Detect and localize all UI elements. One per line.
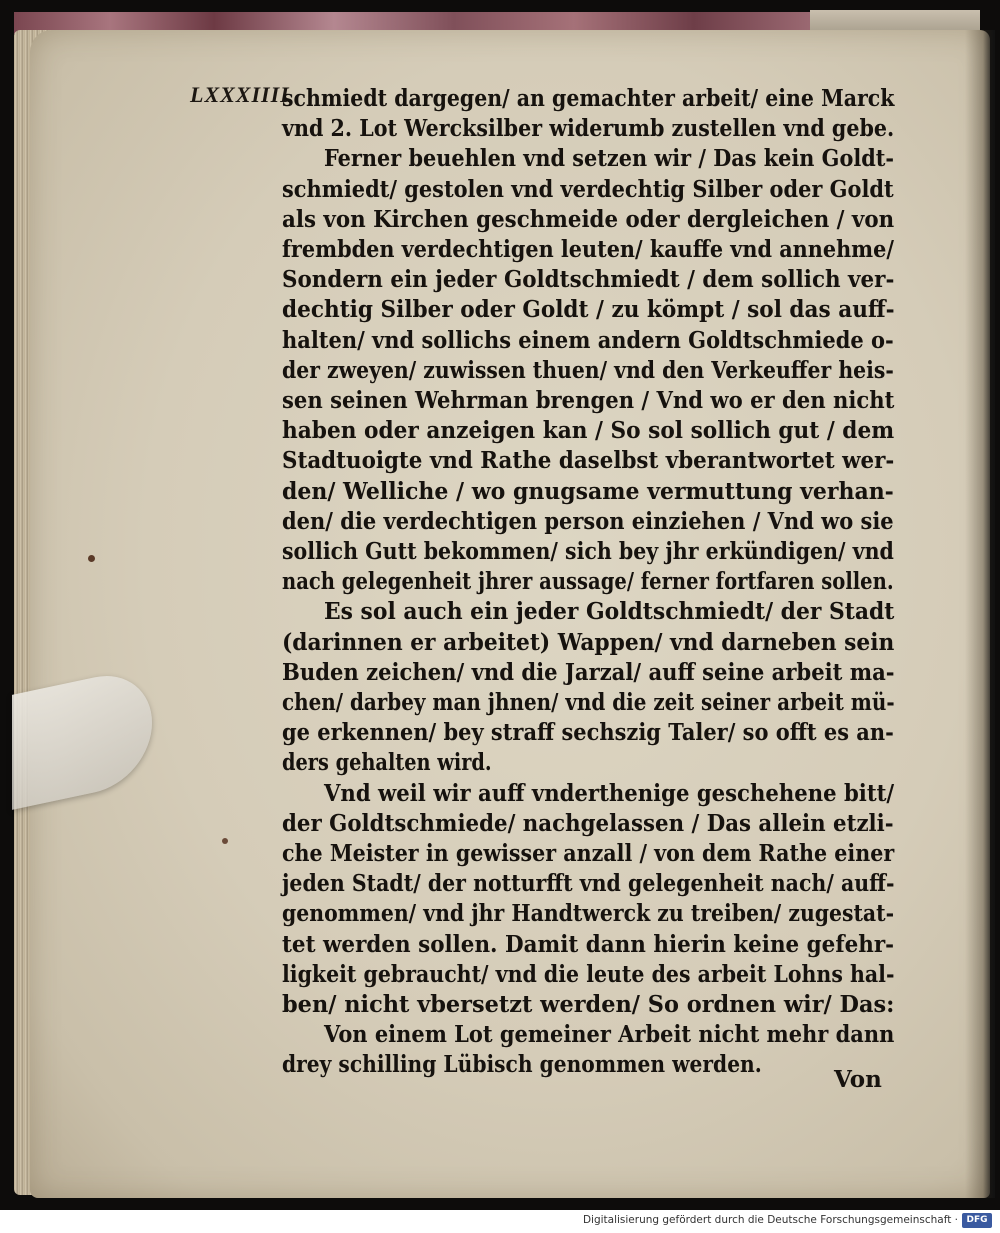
- text-line: drey schilling Lübisch genommen werden.: [282, 1051, 762, 1079]
- text-line: Sondern ein jeder Goldtschmiedt / dem sollich ver-: [282, 266, 895, 294]
- text-line: schmiedt/ gestolen vnd verdechtig Silber oder Goldt: [282, 175, 894, 203]
- text-line: che Meister in gewisser anzall / von dem Rathe einer: [282, 840, 895, 867]
- text-line: Buden zeichen/ vnd die Jarzal/ auff seine arbeit ma-: [282, 658, 895, 686]
- text-line: Ferner beuehlen vnd setzen wir / Das kein Goldt-: [324, 145, 895, 173]
- text-line: Von einem Lot gemeiner Arbeit nicht mehr dann: [324, 1021, 895, 1049]
- text-line: der Goldtschmiede/ nachgelassen / Das allein etzli-: [282, 809, 894, 837]
- text-line: Vnd weil wir auff vnderthenige geschehene bitt/: [324, 779, 895, 807]
- folio-number: LXXXIIII: [190, 82, 290, 107]
- text-line: haben oder anzeigen kan / So sol sollich gut / dem: [282, 417, 895, 445]
- text-line: ders gehalten wird.: [282, 749, 492, 777]
- dfg-logo: DFG: [962, 1213, 992, 1228]
- text-line: nach gelegenheit jhrer aussage/ ferner fortfaren sollen.: [282, 568, 894, 596]
- text-line: als von Kirchen geschmeide oder dergleichen / von: [282, 205, 895, 233]
- text-line: den/ Welliche / wo gnugsame vermuttung verhan-: [282, 477, 894, 505]
- text-line: Es sol auch ein jeder Goldtschmiedt/ der Stadt: [324, 598, 895, 626]
- text-line: chen/ darbey man jhnen/ vnd die zeit seiner arbeit mü-: [282, 689, 895, 716]
- catchword: Von: [834, 1066, 882, 1093]
- text-line: der zweyen/ zuwissen thuen/ vnd den Verkeuffer heis-: [282, 356, 894, 384]
- text-line: sen seinen Wehrman brengen / Vnd wo er den nicht: [282, 387, 895, 414]
- ink-spot: [222, 838, 228, 844]
- text-line: sollich Gutt bekommen/ sich bey jhr erkündigen/ vnd: [282, 538, 894, 565]
- footer-credit: Digitalisierung gefördert durch die Deutsche Forschungsgemeinschaft ·: [582, 1214, 958, 1226]
- text-line: den/ die verdechtigen person einziehen / Vnd wo sie: [282, 507, 894, 535]
- text-block: [282, 84, 894, 1114]
- text-line: ligkeit gebraucht/ vnd die leute des arbeit Lohns hal-: [282, 960, 895, 988]
- text-line: vnd 2. Lot Wercksilber widerumb zustellen vnd gebe.: [282, 115, 895, 143]
- text-line: frembden verdechtigen leuten/ kauffe vnd annehme/: [282, 236, 894, 263]
- text-line: jeden Stadt/ der notturfft vnd gelegenheit nach/ auff-: [282, 870, 895, 898]
- text-line: (darinnen er arbeitet) Wappen/ vnd darneben sein: [282, 628, 895, 656]
- text-line: genommen/ vnd jhr Handtwerck zu treiben/ zugestat-: [282, 900, 895, 928]
- text-line: dechtig Silber oder Goldt / zu kömpt / sol das auff-: [282, 296, 895, 324]
- text-line: Stadtuoigte vnd Rathe daselbst vberantwortet wer-: [282, 447, 895, 475]
- text-line: ge erkennen/ bey straff sechszig Taler/ so offt es an-: [282, 719, 894, 747]
- text-line: ben/ nicht vbersetzt werden/ So ordnen wir/ Das:: [282, 991, 895, 1018]
- text-line: halten/ vnd sollichs einem andern Goldtschmiede o-: [282, 326, 894, 354]
- ink-spot: [88, 555, 95, 562]
- text-line: tet werden sollen. Damit dann hierin keine gefehr-: [282, 930, 895, 958]
- text-line: schmiedt dargegen/ an gemachter arbeit/ eine Marck: [282, 85, 895, 112]
- gutter-shadow: [965, 30, 995, 1198]
